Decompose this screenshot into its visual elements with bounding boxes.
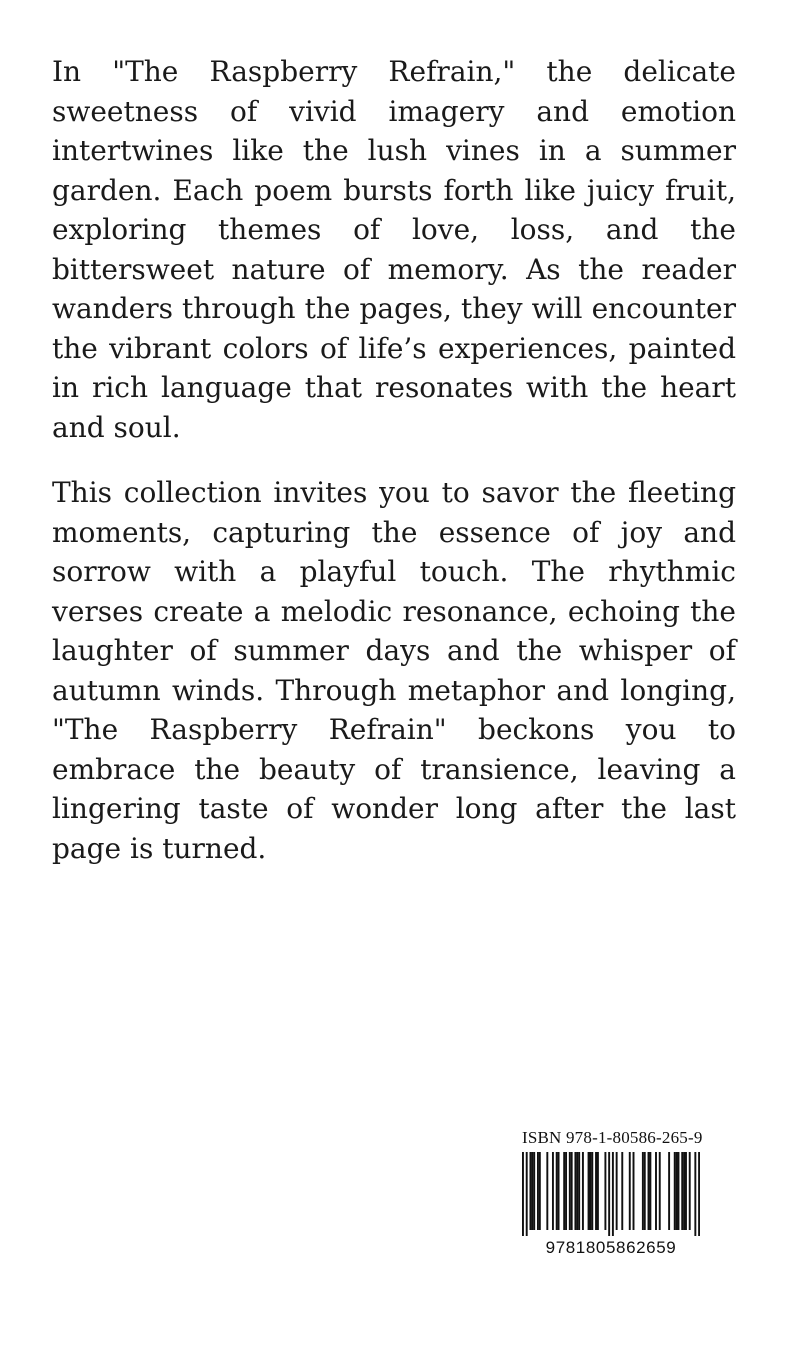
barcode-bar <box>604 1152 606 1230</box>
barcode-bar <box>582 1152 584 1230</box>
barcode-bar <box>608 1152 610 1236</box>
barcode-bar <box>526 1152 528 1236</box>
barcode-bar <box>546 1152 548 1230</box>
barcode-bar <box>576 1152 578 1230</box>
barcode-bar <box>595 1152 597 1230</box>
back-cover-blurb <box>52 52 736 894</box>
barcode-bar <box>565 1152 567 1230</box>
barcode-digits: 9781805862659 <box>545 1238 677 1257</box>
barcode-bar <box>522 1152 524 1236</box>
barcode-bar <box>612 1152 614 1236</box>
barcode-bar <box>558 1152 560 1230</box>
barcode-bar <box>574 1152 576 1230</box>
barcode-bar <box>588 1152 590 1230</box>
isbn-label: ISBN 978-1-80586-265-9 <box>522 1128 703 1147</box>
blurb-paragraph-1: In "The Raspberry Refrain," the delicate sweetness of vivid imagery and emotion intertwines like the lush vines in a summer garden. Each poem bursts forth like juicy fruit, exploring themes of love, loss, and the bittersweet nature of memory. As the reader wanders through the pages, they will encounter the vibrant colors of life’s experiences, painted in rich language that resonates with the heart and soul. <box>52 55 736 444</box>
barcode-bar <box>629 1152 631 1230</box>
barcode-bar <box>537 1152 539 1230</box>
barcode-bar <box>529 1152 531 1230</box>
barcode-bar <box>533 1152 535 1230</box>
barcode-bar <box>571 1152 573 1230</box>
barcode-bar <box>683 1152 685 1230</box>
barcode-bar <box>578 1152 580 1230</box>
barcode-bar <box>676 1152 678 1230</box>
barcode-bar <box>689 1152 691 1230</box>
barcode-bar <box>621 1152 623 1230</box>
barcode-bar <box>597 1152 599 1230</box>
barcode-bar <box>698 1152 700 1236</box>
barcode-bar <box>681 1152 683 1230</box>
barcode-bar <box>694 1152 696 1236</box>
barcode-bar <box>589 1152 591 1230</box>
barcode-bar <box>685 1152 687 1230</box>
barcode-bar <box>556 1152 558 1230</box>
barcode-bar <box>591 1152 593 1230</box>
isbn-barcode-block <box>522 1128 703 1258</box>
barcode-bar <box>642 1152 644 1230</box>
barcode-bar <box>644 1152 646 1230</box>
barcode-bar <box>659 1152 661 1230</box>
barcode-bar <box>668 1152 670 1230</box>
barcode-bar <box>655 1152 657 1230</box>
barcode-bar <box>563 1152 565 1230</box>
barcode-bar <box>649 1152 651 1230</box>
barcode-bar <box>678 1152 680 1230</box>
blurb-paragraph-2: This collection invites you to savor the fleeting moments, capturing the essence of joy and sorrow with a playful touch. The rhythmic verses create a melodic resonance, echoing the laughter of summer days and the whisper of autumn winds. Through metaphor and longing, "The Raspberry Refrain" beckons you to embrace the beauty of transience, leaving a lingering taste of wonder long after the last page is turned. <box>52 476 736 865</box>
barcode-bar <box>648 1152 650 1230</box>
barcode-bar <box>552 1152 554 1230</box>
barcode-icon <box>522 1152 700 1236</box>
barcode-bar <box>616 1152 618 1230</box>
barcode-bar <box>674 1152 676 1230</box>
barcode-bar <box>569 1152 571 1230</box>
barcode-bar <box>633 1152 635 1230</box>
barcode-bar <box>539 1152 541 1230</box>
barcode-bar <box>531 1152 533 1230</box>
